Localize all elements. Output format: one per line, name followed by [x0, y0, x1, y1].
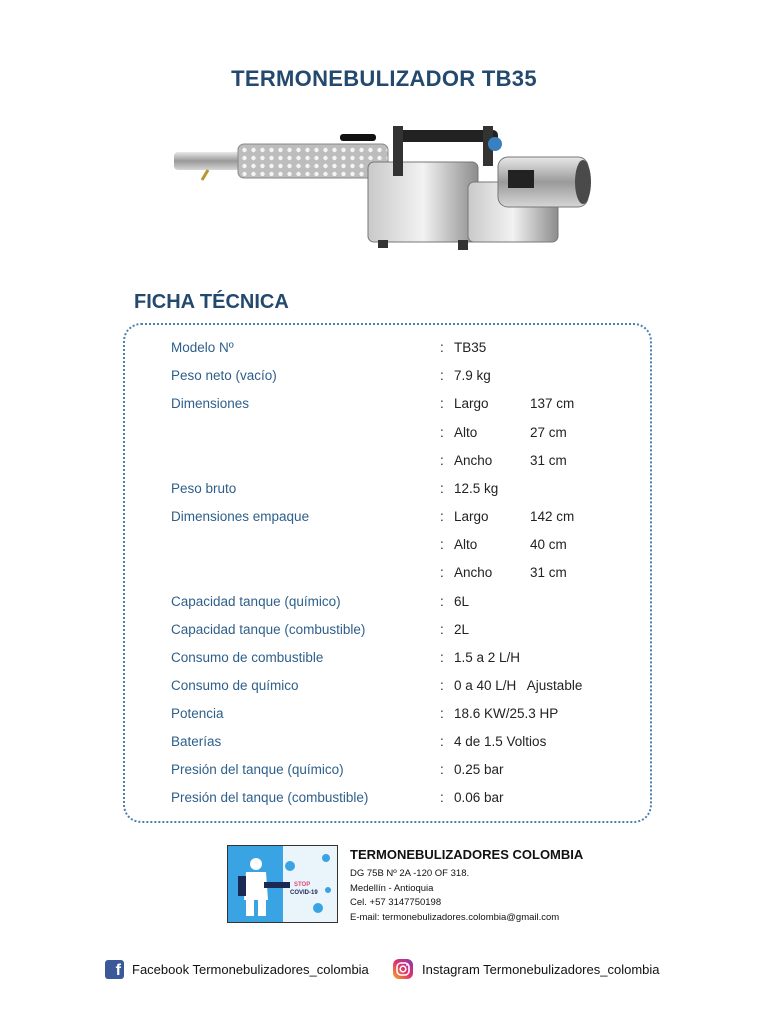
covid-text: COVID-19 — [290, 890, 318, 896]
spec-colon: : — [440, 481, 444, 496]
spec-colon: : — [440, 453, 444, 468]
instagram-icon — [392, 958, 414, 980]
spec-label: Capacidad tanque (químico) — [171, 594, 341, 609]
spec-label: Potencia — [171, 706, 224, 721]
spec-colon: : — [440, 678, 444, 693]
spec-value: 1.5 a 2 L/H — [454, 650, 521, 665]
spec-value: Ancho — [454, 453, 493, 468]
company-address: DG 75B Nº 2A -120 OF 318. — [350, 868, 470, 879]
spec-value: 0.25 bar — [454, 762, 504, 777]
spec-value: Largo — [454, 396, 489, 411]
spec-colon: : — [440, 565, 444, 580]
spec-colon: : — [440, 537, 444, 552]
spec-value: 6L — [454, 594, 470, 609]
spec-value: 18.6 KW/25.3 HP — [454, 706, 559, 721]
product-image — [168, 122, 598, 262]
spec-label: Presión del tanque (combustible) — [171, 790, 369, 805]
spec-colon: : — [440, 706, 444, 721]
spec-colon: : — [440, 762, 444, 777]
facebook-link[interactable] — [105, 958, 369, 980]
spec-colon: : — [440, 790, 444, 805]
company-city: Medellín - Antioquia — [350, 883, 434, 894]
stop-covid-image — [227, 845, 338, 923]
section-title: FICHA TÉCNICA — [134, 291, 289, 313]
instagram-text: Instagram Termonebulizadores_colombia — [422, 961, 660, 977]
company-email: E-mail: termonebulizadores.colombia@gmail.com — [350, 912, 560, 923]
spec-colon: : — [440, 509, 444, 524]
spec-value: Ancho — [454, 565, 493, 580]
spec-label: Consumo de combustible — [171, 650, 324, 665]
facebook-text: Facebook Termonebulizadores_colombia — [132, 961, 369, 977]
spec-value: 4 de 1.5 Voltios — [454, 734, 547, 749]
spec-value: 2L — [454, 622, 470, 637]
spec-colon: : — [440, 368, 444, 383]
spec-label: Peso bruto — [171, 481, 237, 496]
spec-value: Alto — [454, 537, 478, 552]
company-phone: Cel. +57 3147750198 — [350, 897, 442, 908]
spec-value: 0.06 bar — [454, 790, 504, 805]
stop-text: STOP — [294, 882, 311, 888]
spec-label: Presión del tanque (químico) — [171, 762, 344, 777]
page-title: TERMONEBULIZADOR TB35 — [231, 66, 537, 91]
spec-label: Peso neto (vacío) — [171, 368, 277, 383]
spec-colon: : — [440, 650, 444, 665]
spec-value: 0 a 40 L/H Ajustable — [454, 678, 583, 693]
facebook-icon: f — [105, 960, 124, 979]
spec-colon: : — [440, 425, 444, 440]
spec-value-2: 31 cm — [530, 565, 567, 580]
spec-label: Dimensiones empaque — [171, 509, 310, 524]
spec-colon: : — [440, 396, 444, 411]
spec-value: 12.5 kg — [454, 481, 499, 496]
spec-colon: : — [440, 734, 444, 749]
spec-colon: : — [440, 622, 444, 637]
spec-value: Alto — [454, 425, 478, 440]
instagram-link[interactable] — [392, 958, 660, 980]
spec-colon: : — [440, 340, 444, 355]
spec-value-2: 27 cm — [530, 425, 567, 440]
spec-label: Modelo Nº — [171, 340, 234, 355]
spec-value: Largo — [454, 509, 489, 524]
company-name: TERMONEBULIZADORES COLOMBIA — [350, 847, 584, 862]
spec-value-2: 31 cm — [530, 453, 567, 468]
spec-label: Consumo de químico — [171, 678, 299, 693]
spec-label: Capacidad tanque (combustible) — [171, 622, 366, 637]
spec-colon: : — [440, 594, 444, 609]
spec-value-2: 40 cm — [530, 537, 567, 552]
spec-value: 7.9 kg — [454, 368, 491, 383]
spec-label: Baterías — [171, 734, 222, 749]
spec-value-2: 142 cm — [530, 509, 575, 524]
spec-label: Dimensiones — [171, 396, 250, 411]
spec-value: TB35 — [454, 340, 487, 355]
spec-value-2: 137 cm — [530, 396, 575, 411]
